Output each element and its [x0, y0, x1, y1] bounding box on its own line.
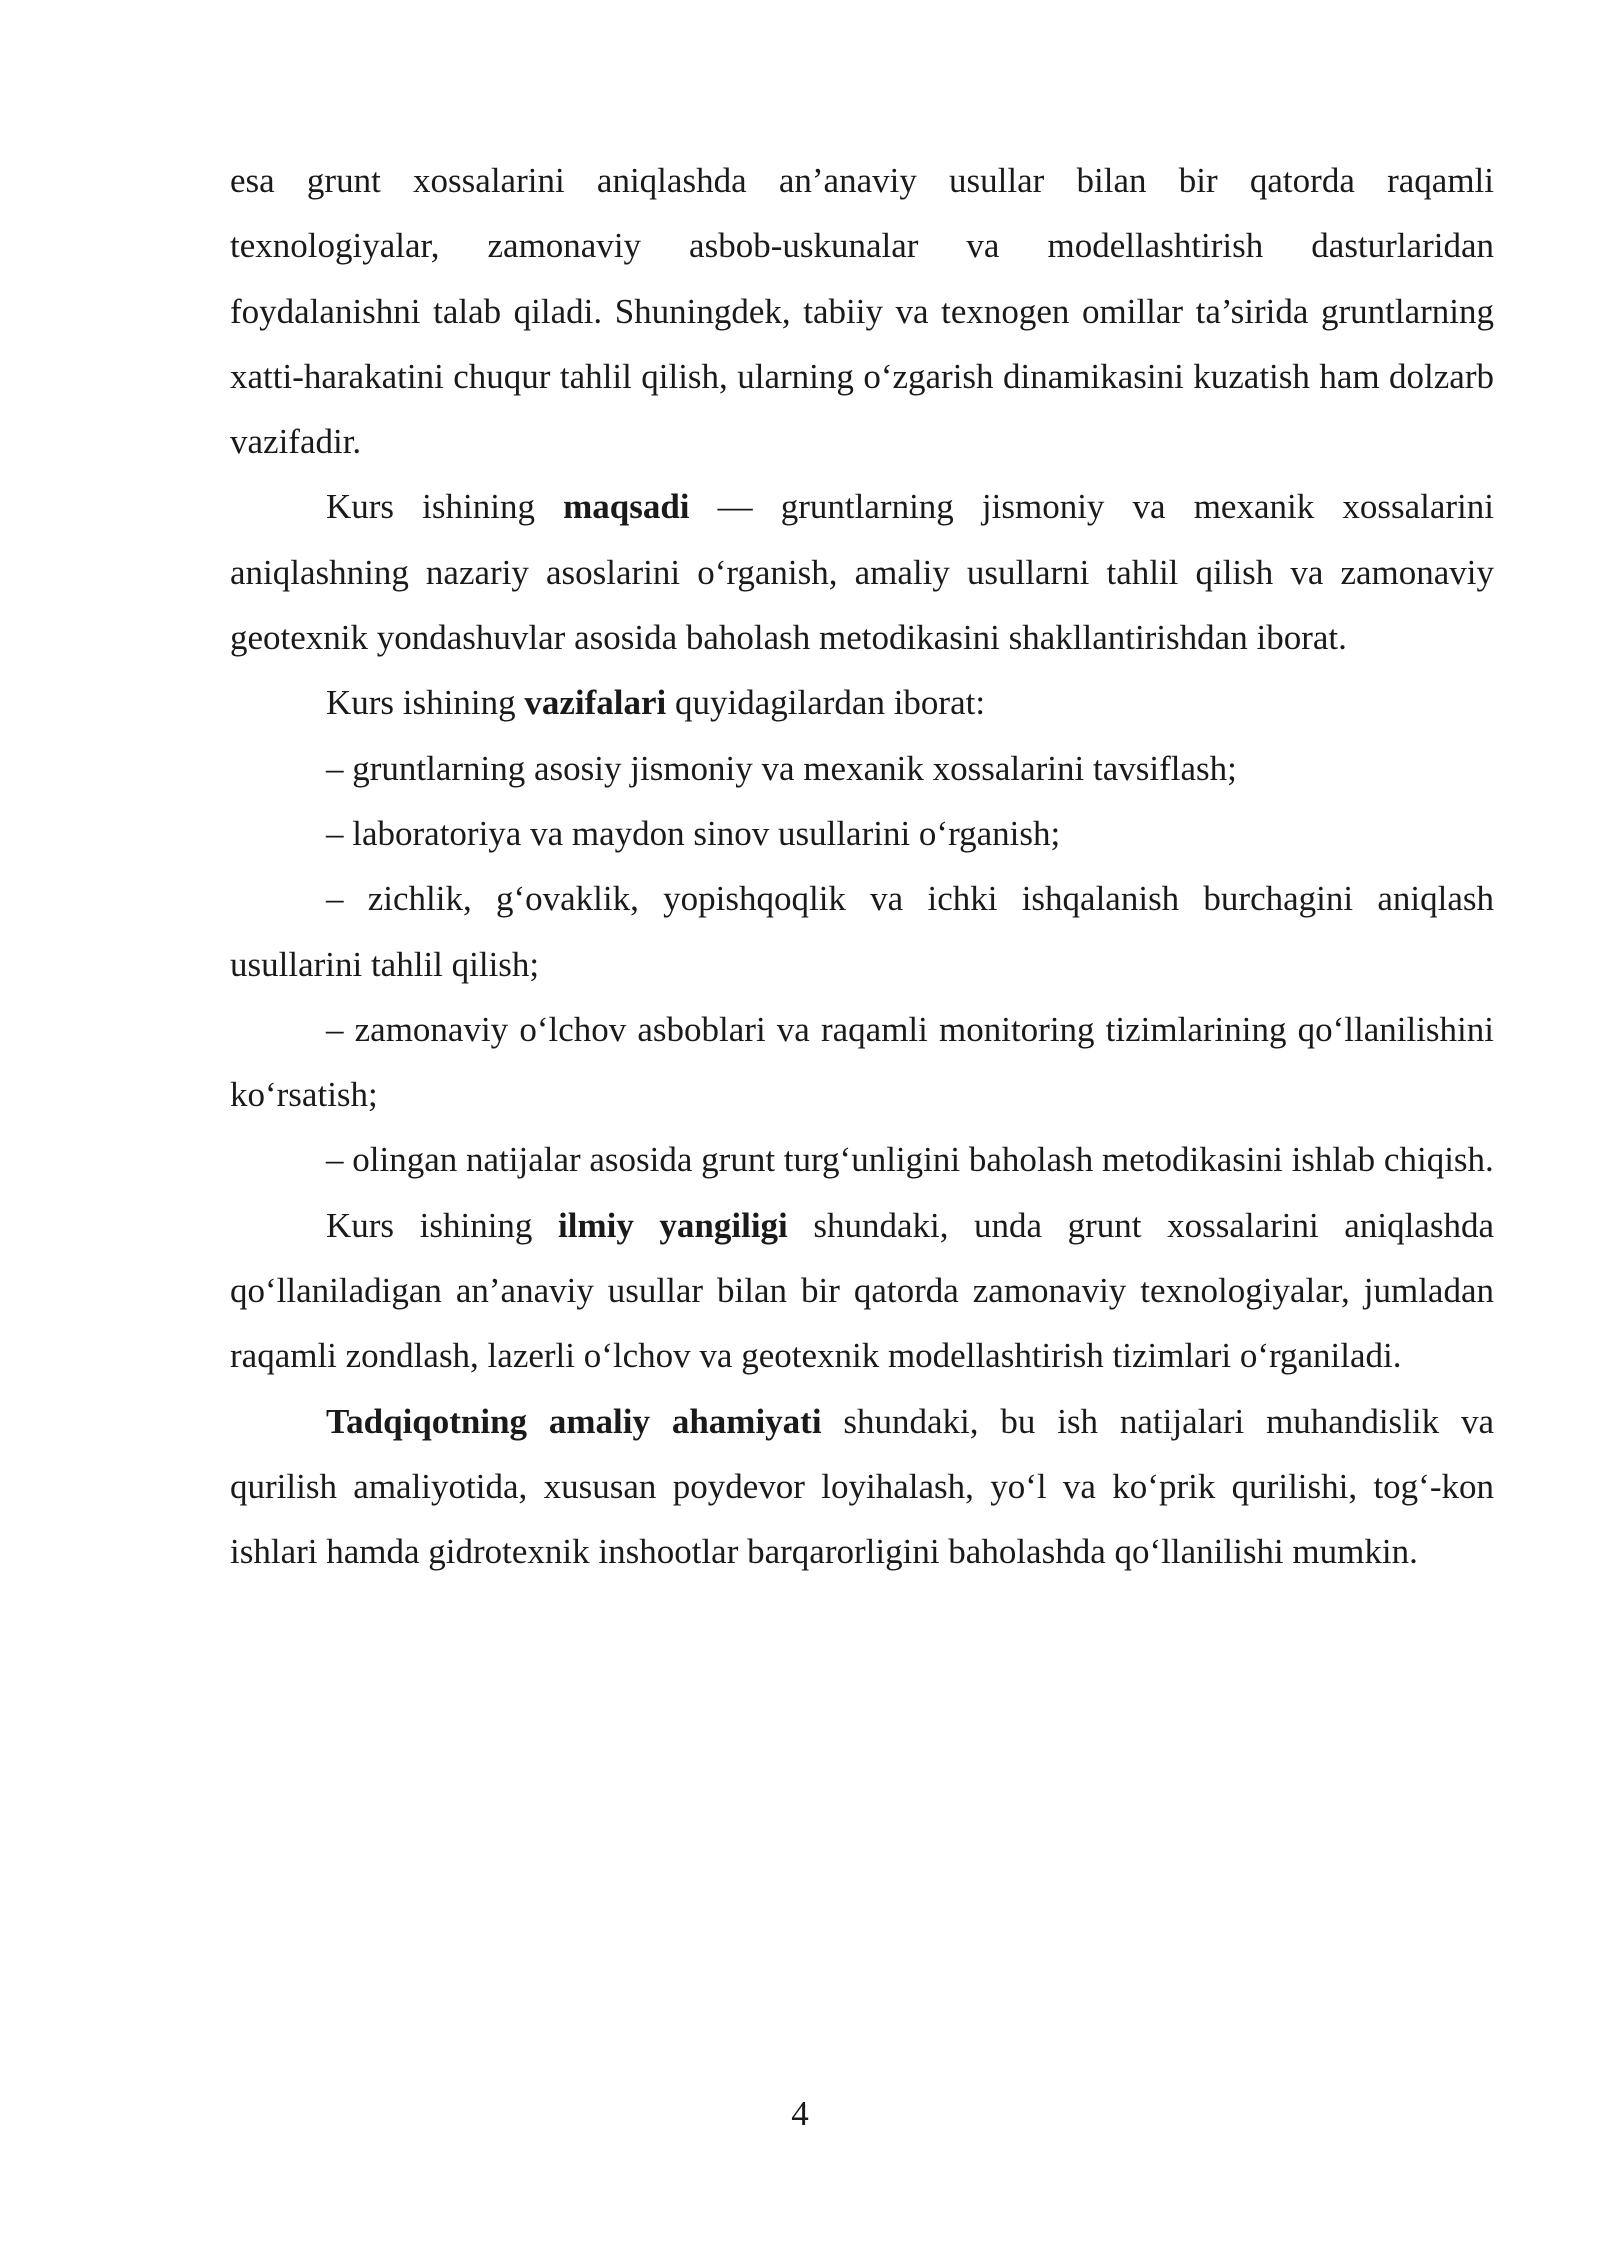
significance-paragraph: [230, 1389, 1494, 1585]
tasks-term: vazifalari: [524, 683, 667, 723]
significance-text: shundaki, bu ish natijalari muhandislik va qurilish amaliyotida, xususan poydevor loyihalash, yo‘l va ko‘prik qurilishi, tog‘-kon ishlari hamda gidrotexnik inshootlar barqarorligini baholashda qo‘llanilishi mumkin.: [230, 1401, 1494, 1572]
novelty-paragraph: [230, 1193, 1494, 1389]
intro-paragraph: esa grunt xossalarini aniqlashda an’anaviy usullar bilan bir qatorda raqamli texnologiyalar, zamonaviy asbob-uskunalar va modellashtirish dasturlaridan foydalanishni talab qiladi. Shuningdek, tabiiy va texnogen omillar ta’sirida gruntlarning xatti-harakatini chuqur tahlil qilish, ularning o‘zgarish dinamikasini kuzatish ham dolzarb vazifadir.: [230, 161, 1494, 462]
tasks-text: quyidagilardan iborat:: [666, 683, 986, 723]
goal-term: maqsadi: [563, 487, 690, 527]
significance-term: Tadqiqotning amaliy ahamiyati: [326, 1401, 822, 1441]
novelty-term: ilmiy yangiligi: [558, 1205, 788, 1245]
novelty-lead: Kurs ishining: [326, 1205, 558, 1245]
goal-text: — gruntlarning jismoniy va mexanik xossalarini aniqlashning nazariy asoslarini o‘rganish, amaliy usullarni tahlil qilish va zamonaviy geotexnik yondashuvlar asosida baholash metodikasini shakllantirishdan iborat.: [230, 487, 1494, 658]
task-item: – laboratoriya va maydon sinov usullarini o‘rganish;: [326, 813, 1061, 853]
novelty-text: shundaki, unda grunt xossalarini aniqlashda qo‘llaniladigan an’anaviy usullar bilan bir qatorda zamonaviy texnologiyalar, jumladan raqamli zondlash, lazerli o‘lchov va geotexnik modellashtirish tizimlari o‘rganiladi.: [230, 1205, 1494, 1376]
task-item: – gruntlarning asosiy jismoniy va mexanik xossalarini tavsiflash;: [326, 748, 1237, 788]
document-body: [230, 148, 1494, 1585]
task-item: – olingan natijalar asosida grunt turg‘unligini baholash metodikasini ishlab chiqish.: [326, 1140, 1494, 1180]
tasks-paragraph: [230, 670, 1494, 735]
task-item: – zamonaviy o‘lchov asboblari va raqamli monitoring tizimlarining qo‘llanilishini ko‘rsatish;: [230, 1009, 1494, 1115]
goal-lead: Kurs ishining: [326, 487, 564, 527]
page-number: 4: [791, 2094, 809, 2133]
tasks-lead: Kurs ishining: [326, 683, 525, 723]
goal-paragraph: [230, 474, 1494, 670]
task-item: – zichlik, g‘ovaklik, yopishqoqlik va ichki ishqalanish burchagini aniqlash usullarini tahlil qilish;: [230, 879, 1494, 984]
